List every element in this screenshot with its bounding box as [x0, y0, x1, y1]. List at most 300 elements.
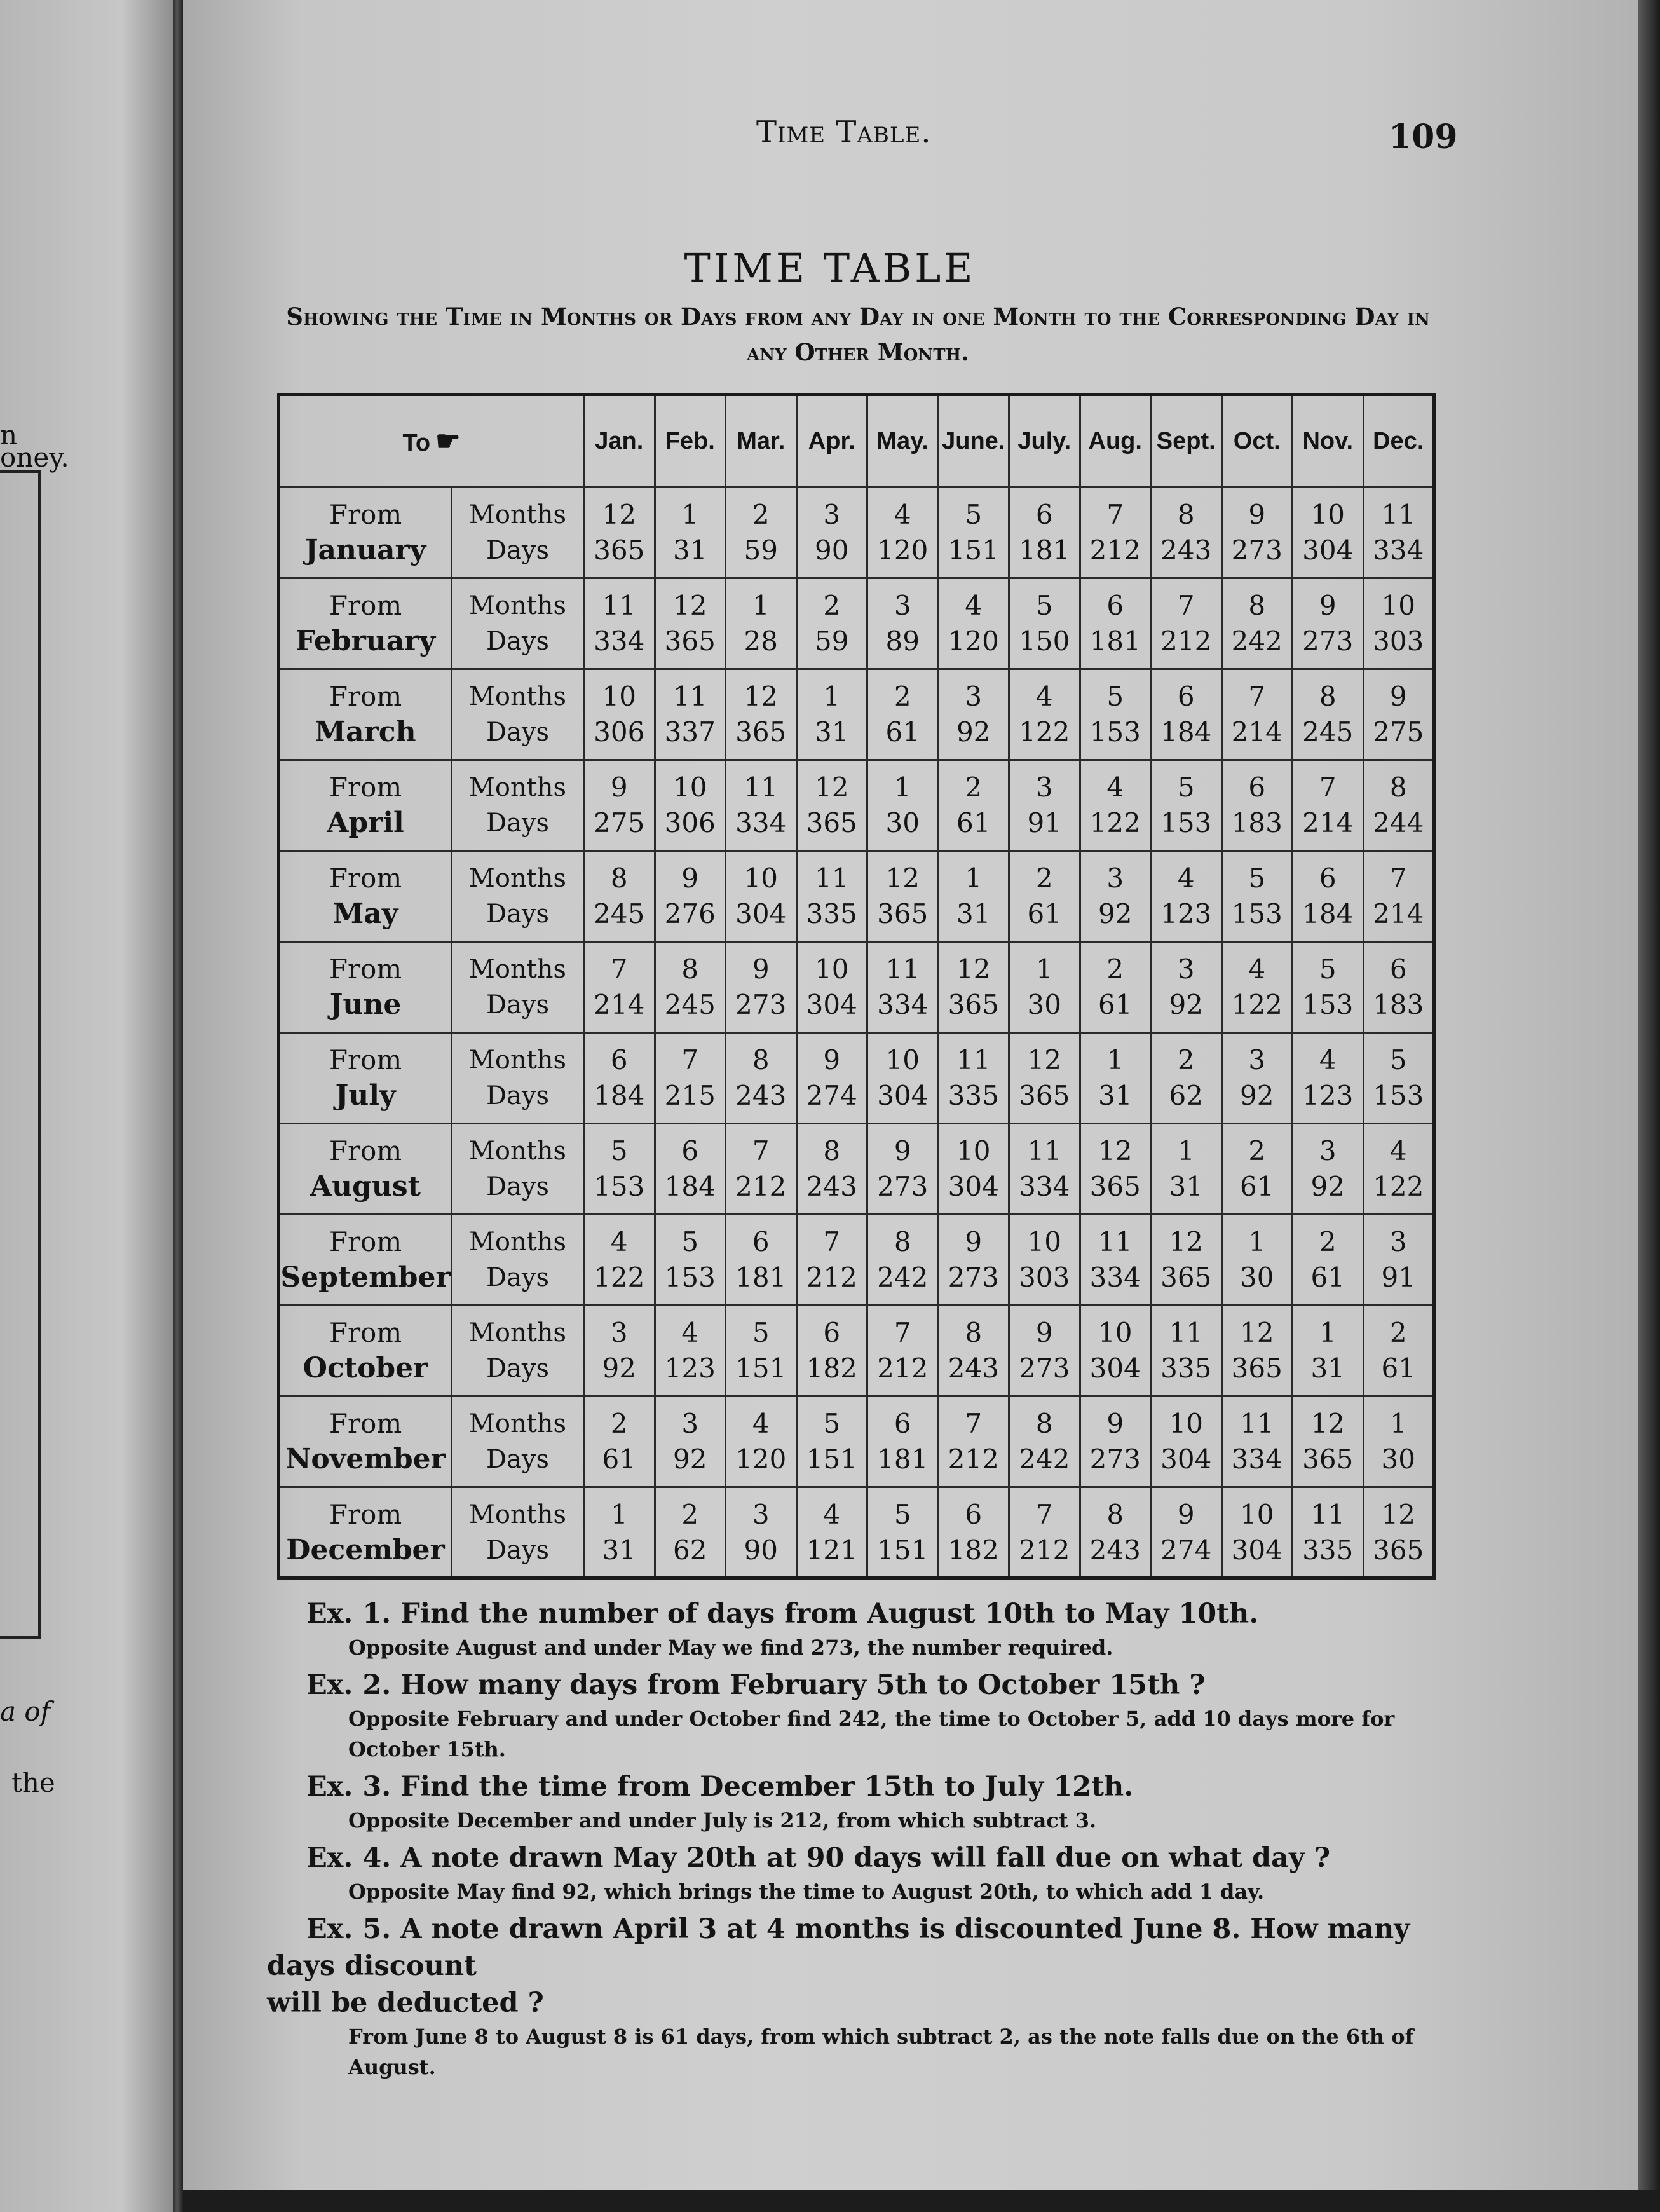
days-value: 365 — [1231, 1353, 1282, 1384]
months-value: 1 — [1106, 1044, 1124, 1075]
value-cell — [1009, 1306, 1080, 1396]
months-value: 10 — [956, 1135, 991, 1166]
value-cell — [1151, 578, 1222, 669]
months-value: 10 — [1169, 1408, 1203, 1439]
months-value: 1 — [1319, 1317, 1337, 1348]
from-month-name: August — [310, 1170, 421, 1203]
unit-label-cell — [452, 1396, 584, 1487]
days-label: Days — [486, 899, 550, 929]
example-question-continuation: will be deducted ? — [267, 1987, 544, 2019]
page-number: 109 — [1389, 118, 1458, 156]
months-value: 6 — [965, 1498, 983, 1530]
days-value: 122 — [1019, 716, 1070, 748]
days-value: 153 — [594, 1171, 645, 1202]
value-cell — [655, 1215, 726, 1306]
from-word: From — [329, 1408, 402, 1439]
time-table — [277, 393, 1436, 1580]
months-value: 2 — [1106, 953, 1124, 985]
months-value: 7 — [894, 1317, 911, 1348]
months-value: 3 — [1248, 1044, 1266, 1075]
from-month-name: November — [285, 1443, 446, 1475]
value-cell — [1080, 1396, 1151, 1487]
from-word: From — [329, 772, 402, 803]
value-cell — [726, 1487, 797, 1578]
days-value: 61 — [1381, 1353, 1415, 1384]
months-value: 3 — [965, 681, 983, 712]
value-cell — [938, 1396, 1009, 1487]
months-label: Months — [468, 1227, 567, 1257]
left-page-box-rule — [0, 470, 41, 1639]
days-value: 31 — [1310, 1353, 1345, 1384]
days-value: 243 — [735, 1080, 787, 1111]
days-value: 304 — [877, 1080, 929, 1111]
days-value: 335 — [1302, 1534, 1354, 1566]
months-value: 3 — [1389, 1226, 1407, 1257]
days-value: 212 — [1089, 535, 1141, 566]
days-value: 31 — [602, 1534, 636, 1566]
months-value: 5 — [1248, 863, 1266, 894]
days-value: 245 — [1302, 716, 1354, 748]
from-month-name: September — [280, 1261, 451, 1294]
months-value: 10 — [885, 1044, 920, 1075]
months-value: 4 — [965, 590, 983, 621]
months-value: 10 — [602, 681, 636, 712]
value-cell — [1009, 1215, 1080, 1306]
from-word: From — [329, 863, 402, 894]
value-cell — [1009, 942, 1080, 1033]
days-value: 184 — [1160, 716, 1212, 748]
months-value: 10 — [1240, 1498, 1274, 1530]
days-value: 243 — [1160, 535, 1212, 566]
value-cell — [584, 1215, 655, 1306]
days-value: 273 — [877, 1171, 929, 1202]
days-value: 243 — [806, 1171, 857, 1202]
pointing-hand-icon: ☛ — [435, 425, 461, 457]
value-cell — [1363, 1306, 1434, 1396]
value-cell — [1363, 760, 1434, 851]
days-value: 122 — [594, 1262, 645, 1293]
months-value: 4 — [1106, 772, 1124, 803]
value-cell — [1009, 1396, 1080, 1487]
months-value: 12 — [1169, 1226, 1203, 1257]
months-value: 2 — [681, 1498, 699, 1530]
days-value: 244 — [1373, 807, 1424, 838]
months-value: 5 — [1106, 681, 1124, 712]
months-value: 9 — [610, 772, 628, 803]
days-value: 365 — [877, 898, 929, 929]
value-cell — [1151, 1396, 1222, 1487]
value-cell — [938, 1215, 1009, 1306]
days-value: 304 — [1231, 1534, 1282, 1566]
from-month-name: June — [329, 988, 402, 1021]
example-label: Ex. 2. — [306, 1669, 391, 1701]
value-cell — [584, 669, 655, 760]
days-value: 30 — [1027, 989, 1061, 1020]
days-value: 123 — [664, 1353, 716, 1384]
months-value: 8 — [1248, 590, 1266, 621]
months-value: 4 — [1177, 863, 1195, 894]
value-cell — [1293, 1487, 1364, 1578]
value-cell — [1293, 1033, 1364, 1124]
table-title: TIME TABLE — [684, 245, 976, 291]
months-value: 11 — [744, 772, 778, 803]
value-cell — [1221, 1487, 1293, 1578]
months-value: 3 — [681, 1408, 699, 1439]
value-cell — [584, 851, 655, 942]
value-cell — [1293, 851, 1364, 942]
days-value: 184 — [664, 1171, 716, 1202]
left-page-text-fragment: a of — [0, 1696, 51, 1727]
days-value: 304 — [735, 898, 787, 929]
from-month-name: April — [327, 807, 404, 839]
days-value: 334 — [1089, 1262, 1141, 1293]
value-cell — [726, 760, 797, 851]
months-value: 7 — [610, 953, 628, 985]
days-value: 61 — [1240, 1171, 1274, 1202]
days-value: 334 — [594, 625, 645, 657]
months-value: 12 — [744, 681, 778, 712]
column-header: July. — [1009, 395, 1080, 488]
months-value: 9 — [1177, 1498, 1195, 1530]
days-label: Days — [486, 1081, 550, 1110]
value-cell — [1080, 851, 1151, 942]
days-label: Days — [486, 1354, 550, 1383]
months-value: 10 — [673, 772, 707, 803]
column-header: Nov. — [1293, 395, 1364, 488]
days-value: 303 — [1019, 1262, 1070, 1293]
from-month-cell — [279, 760, 452, 851]
days-value: 303 — [1373, 625, 1424, 657]
from-word: From — [329, 953, 402, 985]
days-value: 31 — [1169, 1171, 1203, 1202]
value-cell — [1221, 1306, 1293, 1396]
example-question-text: A note drawn May 20th at 90 days will fall due on what day ? — [400, 1842, 1331, 1874]
days-value: 304 — [1089, 1353, 1141, 1384]
value-cell — [796, 1306, 867, 1396]
example-question — [267, 1768, 1449, 1805]
months-value: 7 — [1106, 499, 1124, 530]
value-cell — [584, 1306, 655, 1396]
unit-label-cell — [452, 1033, 584, 1124]
days-value: 365 — [1089, 1171, 1141, 1202]
value-cell — [726, 1396, 797, 1487]
months-value: 9 — [894, 1135, 911, 1166]
value-cell — [938, 851, 1009, 942]
months-value: 2 — [965, 772, 983, 803]
days-value: 30 — [1381, 1444, 1415, 1475]
example-label: Ex. 5. — [306, 1913, 391, 1945]
value-cell — [584, 578, 655, 669]
months-value: 6 — [752, 1226, 770, 1257]
months-value: 6 — [681, 1135, 699, 1166]
days-value: 273 — [735, 989, 787, 1020]
months-value: 12 — [815, 772, 849, 803]
value-cell — [867, 669, 939, 760]
value-cell — [1151, 851, 1222, 942]
months-value: 5 — [1177, 772, 1195, 803]
value-cell — [1293, 1396, 1364, 1487]
months-value: 12 — [1310, 1408, 1345, 1439]
example-note: Opposite August and under May we find 273, the number required. — [348, 1635, 1113, 1660]
months-value: 4 — [1035, 681, 1053, 712]
value-cell — [867, 851, 939, 942]
from-month-cell — [279, 1396, 452, 1487]
months-value: 11 — [1169, 1317, 1203, 1348]
from-month-cell — [279, 669, 452, 760]
days-label: Days — [486, 1535, 550, 1565]
unit-label-cell — [452, 669, 584, 760]
value-cell — [655, 669, 726, 760]
value-cell — [1293, 669, 1364, 760]
months-value: 1 — [894, 772, 911, 803]
days-value: 243 — [1089, 1534, 1141, 1566]
value-cell — [1080, 1124, 1151, 1215]
value-cell — [796, 488, 867, 578]
months-value: 5 — [894, 1498, 911, 1530]
example-question-text: Find the number of days from August 10th to May 10th. — [400, 1598, 1259, 1630]
value-cell — [1151, 760, 1222, 851]
months-value: 3 — [894, 590, 911, 621]
days-value: 61 — [602, 1444, 636, 1475]
value-cell — [655, 851, 726, 942]
example-note: Opposite February and under October find 242, the time to October 5, add 10 days more for October 15th. — [348, 1707, 1395, 1761]
days-value: 91 — [1381, 1262, 1415, 1293]
value-cell — [796, 1487, 867, 1578]
days-value: 243 — [948, 1353, 999, 1384]
example-question-text: A note drawn April 3 at 4 months is discounted June 8. How many days discount — [267, 1913, 1410, 1982]
days-value: 275 — [1373, 716, 1424, 748]
months-value: 4 — [610, 1226, 628, 1257]
days-value: 212 — [1019, 1534, 1070, 1566]
value-cell — [938, 1124, 1009, 1215]
months-label: Months — [468, 1137, 567, 1166]
months-value: 1 — [1035, 953, 1053, 985]
value-cell — [938, 488, 1009, 578]
months-value: 7 — [965, 1408, 983, 1439]
unit-label-cell — [452, 851, 584, 942]
value-cell — [796, 1033, 867, 1124]
days-value: 334 — [1231, 1444, 1282, 1475]
from-month-name: February — [295, 625, 436, 657]
days-value: 61 — [1098, 989, 1133, 1020]
table-row — [279, 760, 1434, 851]
days-value: 31 — [1098, 1080, 1133, 1111]
months-value: 1 — [681, 499, 699, 530]
value-cell — [655, 1396, 726, 1487]
months-value: 12 — [885, 863, 920, 894]
months-value: 1 — [1248, 1226, 1266, 1257]
days-value: 242 — [1231, 625, 1282, 657]
months-label: Months — [468, 1499, 567, 1529]
months-value: 9 — [965, 1226, 983, 1257]
months-label: Months — [468, 591, 567, 620]
value-cell — [1080, 488, 1151, 578]
value-cell — [1080, 760, 1151, 851]
months-value: 11 — [885, 953, 920, 985]
bottom-page-edge — [183, 2190, 1660, 2212]
value-cell — [726, 1306, 797, 1396]
days-value: 334 — [877, 989, 929, 1020]
from-month-name: July — [335, 1079, 396, 1112]
days-value: 365 — [735, 716, 787, 748]
value-cell — [726, 1033, 797, 1124]
value-cell — [584, 1124, 655, 1215]
months-value: 8 — [1319, 681, 1337, 712]
months-value: 5 — [610, 1135, 628, 1166]
days-value: 242 — [1019, 1444, 1070, 1475]
days-value: 92 — [1240, 1080, 1274, 1111]
days-value: 120 — [877, 535, 929, 566]
value-cell — [1009, 1033, 1080, 1124]
days-value: 153 — [1231, 898, 1282, 929]
from-month-name: December — [286, 1533, 445, 1566]
value-cell — [1221, 669, 1293, 760]
from-month-cell — [279, 851, 452, 942]
months-value: 9 — [1389, 681, 1407, 712]
months-value: 9 — [1248, 499, 1266, 530]
days-label: Days — [486, 990, 550, 1020]
days-value: 212 — [948, 1444, 999, 1475]
column-header: Mar. — [726, 395, 797, 488]
months-value: 2 — [823, 590, 841, 621]
months-value: 4 — [752, 1408, 770, 1439]
table-row — [279, 1033, 1434, 1124]
days-value: 31 — [673, 535, 707, 566]
days-value: 334 — [735, 807, 787, 838]
to-label: To — [402, 429, 431, 456]
days-value: 365 — [1302, 1444, 1354, 1475]
months-label: Months — [468, 864, 567, 893]
months-value: 12 — [602, 499, 636, 530]
from-word: From — [329, 1498, 402, 1530]
months-value: 2 — [752, 499, 770, 530]
value-cell — [1363, 1124, 1434, 1215]
months-value: 7 — [1248, 681, 1266, 712]
value-cell — [1221, 1033, 1293, 1124]
months-value: 6 — [1389, 953, 1407, 985]
months-value: 5 — [1035, 590, 1053, 621]
months-value: 9 — [1319, 590, 1337, 621]
example-question-text: How many days from February 5th to October 15th ? — [400, 1669, 1206, 1701]
unit-label-cell — [452, 1306, 584, 1396]
days-value: 306 — [594, 716, 645, 748]
months-value: 4 — [1319, 1044, 1337, 1075]
days-value: 123 — [1160, 898, 1212, 929]
months-value: 6 — [1248, 772, 1266, 803]
months-value: 8 — [823, 1135, 841, 1166]
value-cell — [796, 851, 867, 942]
example-note: Opposite May find 92, which brings the time to August 20th, to which add 1 day. — [348, 1880, 1265, 1904]
days-value: 28 — [744, 625, 778, 657]
months-value: 11 — [1381, 499, 1415, 530]
value-cell — [867, 1124, 939, 1215]
from-month-cell — [279, 1033, 452, 1124]
days-value: 59 — [744, 535, 778, 566]
column-header: Feb. — [655, 395, 726, 488]
months-value: 8 — [1106, 1498, 1124, 1530]
days-value: 92 — [1169, 989, 1203, 1020]
days-value: 337 — [664, 716, 716, 748]
from-month-cell — [279, 942, 452, 1033]
running-head: Time Table. — [756, 114, 932, 150]
from-month-name: January — [304, 534, 426, 566]
months-value: 7 — [1319, 772, 1337, 803]
days-value: 182 — [806, 1353, 857, 1384]
example-label: Ex. 1. — [306, 1598, 391, 1630]
months-value: 11 — [956, 1044, 991, 1075]
value-cell — [655, 1306, 726, 1396]
unit-label-cell — [452, 578, 584, 669]
months-value: 8 — [610, 863, 628, 894]
value-cell — [796, 669, 867, 760]
column-header: June. — [938, 395, 1009, 488]
months-value: 5 — [752, 1317, 770, 1348]
days-value: 335 — [948, 1080, 999, 1111]
unit-label-cell — [452, 1487, 584, 1578]
table-row — [279, 488, 1434, 578]
from-word: From — [329, 499, 402, 530]
value-cell — [796, 578, 867, 669]
days-value: 62 — [673, 1534, 707, 1566]
months-value: 7 — [1177, 590, 1195, 621]
value-cell — [584, 488, 655, 578]
value-cell — [938, 1306, 1009, 1396]
months-value: 8 — [1389, 772, 1407, 803]
example-label: Ex. 4. — [306, 1842, 391, 1874]
value-cell — [726, 1124, 797, 1215]
value-cell — [938, 669, 1009, 760]
book-spine — [173, 0, 183, 2212]
example-label: Ex. 3. — [306, 1771, 391, 1803]
value-cell — [796, 1215, 867, 1306]
months-value: 1 — [965, 863, 983, 894]
days-value: 122 — [1373, 1171, 1424, 1202]
value-cell — [1080, 942, 1151, 1033]
days-value: 273 — [1302, 625, 1354, 657]
unit-label-cell — [452, 488, 584, 578]
column-header: May. — [867, 395, 939, 488]
days-value: 30 — [1240, 1262, 1274, 1293]
value-cell — [584, 1033, 655, 1124]
value-cell — [1009, 488, 1080, 578]
days-value: 365 — [1160, 1262, 1212, 1293]
months-value: 11 — [602, 590, 636, 621]
value-cell — [938, 760, 1009, 851]
months-value: 5 — [1389, 1044, 1407, 1075]
months-label: Months — [468, 1046, 567, 1075]
unit-label-cell — [452, 942, 584, 1033]
days-value: 92 — [602, 1353, 636, 1384]
value-cell — [867, 942, 939, 1033]
months-value: 9 — [823, 1044, 841, 1075]
value-cell — [726, 488, 797, 578]
value-cell — [655, 1487, 726, 1578]
days-value: 214 — [1231, 716, 1282, 748]
value-cell — [1009, 760, 1080, 851]
months-label: Months — [468, 955, 567, 984]
from-month-name: March — [315, 716, 416, 748]
months-value: 3 — [1035, 772, 1053, 803]
example-question — [267, 1840, 1449, 1876]
value-cell — [867, 1396, 939, 1487]
months-value: 11 — [1027, 1135, 1061, 1166]
days-value: 91 — [1027, 807, 1061, 838]
days-value: 304 — [806, 989, 857, 1020]
days-value: 153 — [1089, 716, 1141, 748]
value-cell — [1363, 1396, 1434, 1487]
value-cell — [796, 1396, 867, 1487]
days-value: 214 — [1373, 898, 1424, 929]
